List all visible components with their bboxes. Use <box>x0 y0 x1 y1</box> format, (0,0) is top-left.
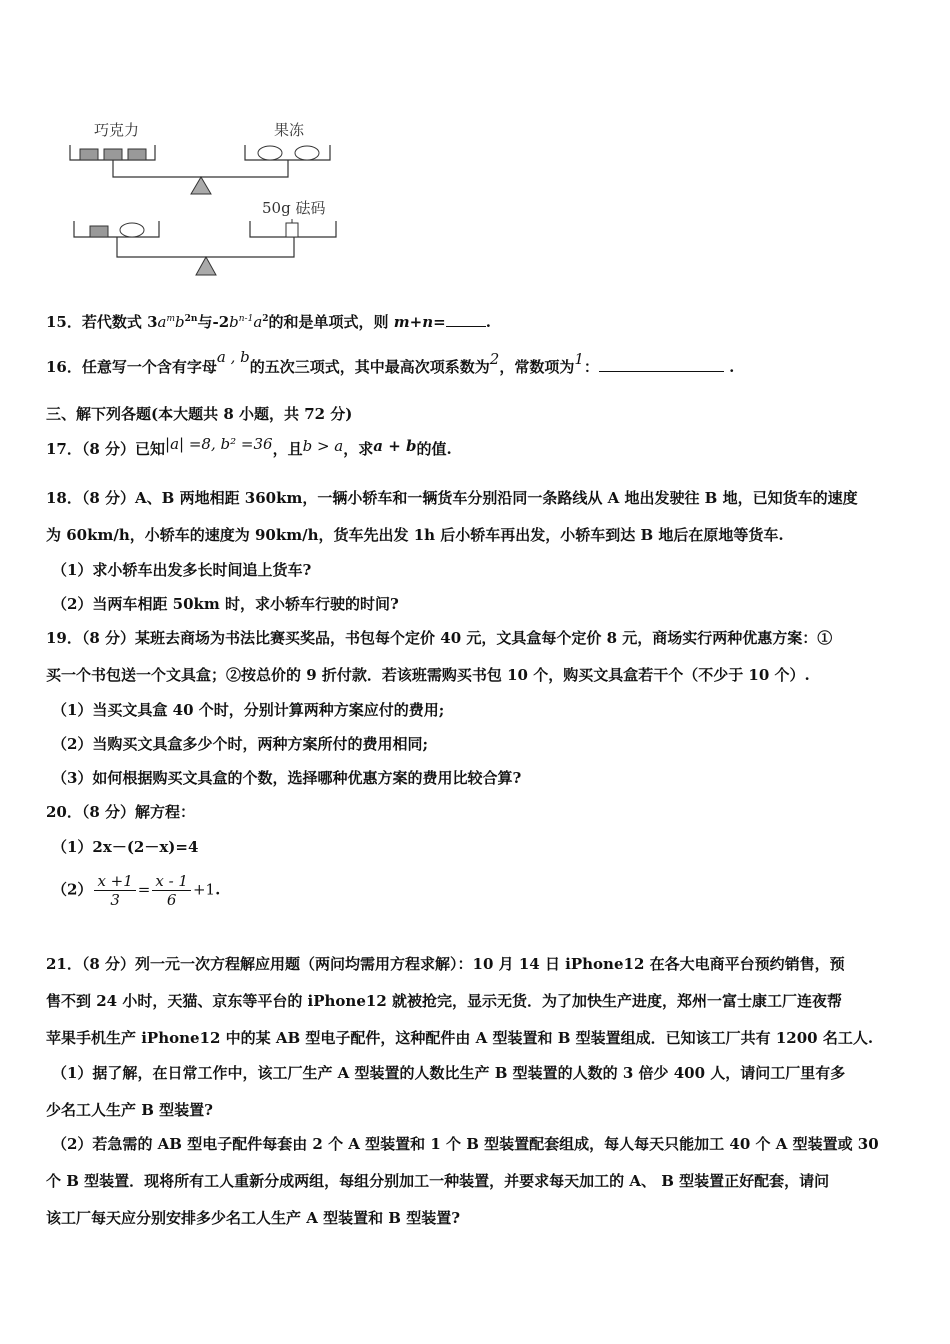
question-19-line-2: 买一个书包送一个文具盒；②按总价的 9 折付款．若该班需购买书包 10 个，购买文具盒若干个（不少于 10 个）. <box>46 666 810 684</box>
beam-top <box>113 160 288 177</box>
question-19-line-1: 19．（8 分）某班去商场为书法比赛买奖品，书包每个定价 40 元，文具盒每个定价 8 元，商场实行两种优惠方案：① <box>46 629 833 647</box>
jelly-3 <box>120 223 144 237</box>
answer-blank-15 <box>446 312 486 327</box>
chocolate-3 <box>128 149 146 160</box>
question-20-part-2: （2） $\frac{x +1}{3}$ = $\frac{x - 1}{6}$ +1. <box>52 872 221 909</box>
label-jelly: 果冻 <box>274 121 305 139</box>
question-21-part-2-line-1: （2）若急需的 AB 型电子配件每套由 2 个 A 型装置和 1 个 B 型装置配套组成，每人每天只能加工 40 个 A 型装置或 30 <box>52 1135 879 1153</box>
question-19-part-1: （1）当买文具盒 40 个时，分别计算两种方案应付的费用; <box>52 701 445 719</box>
question-21-part-2-line-2: 个 B 型装置．现将所有工人重新分成两组，每组分别加工一种装置，并要求每天加工的 A、 B 型装置正好配套，请问 <box>46 1172 830 1190</box>
fulcrum-top <box>191 177 211 194</box>
question-16: 16．任意写一个含有字母a , b的五次三项式，其中最高次项系数为2，常数项为1： . <box>46 348 735 376</box>
question-18-part-1: （1）求小轿车出发多长时间追上货车? <box>52 561 312 579</box>
question-21-line-2: 售不到 24 小时，天猫、京东等平台的 iPhone12 就被抢完，显示无货．为了加快生产进度，郑州一富士康工厂连夜帮 <box>46 992 842 1010</box>
question-18-part-2: （2）当两车相距 50km 时，求小轿车行驶的时间? <box>52 595 399 613</box>
question-21-part-2-line-3: 该工厂每天应分别安排多少名工人生产 A 型装置和 B 型装置? <box>46 1209 460 1227</box>
fraction-2: $\frac{x - 1}{6}$ <box>152 872 191 909</box>
question-19-part-2: （2）当购买文具盒多少个时，两种方案所付的费用相同; <box>52 735 428 753</box>
fulcrum-bottom <box>196 257 216 275</box>
question-20-part-1: （1）2x－(2－x)=4 <box>52 838 199 856</box>
balance-scale-figure <box>60 115 360 290</box>
chocolate-1 <box>80 149 98 160</box>
question-18-line-2: 为 60km/h，小轿车的速度为 90km/h，货车先出发 1h 后小轿车再出发，小轿车到达 B 地后在原地等货车. <box>46 526 784 544</box>
question-15: 15．若代数式 $3a^mb^{2n}$与$-2b^{n-1}a^2$的和是单项式，则 m+n= . <box>46 313 491 331</box>
question-17: 17．（8 分）已知|a| =8, b² =36，且b > a，求a + b的值. <box>46 435 452 458</box>
question-20-title: 20．（8 分）解方程： <box>46 803 196 821</box>
chocolate-2 <box>104 149 122 160</box>
question-21-part-1-line-2: 少名工人生产 B 型装置? <box>46 1101 213 1119</box>
section-3-heading: 三、解下列各题(本大题共 8 小题，共 72 分) <box>46 405 353 423</box>
left-pan-bottom <box>74 221 159 237</box>
question-21-line-3: 苹果手机生产 iPhone12 中的某 AB 型电子配件，这种配件由 A 型装置和 B 型装置组成．已知该工厂共有 1200 名工人. <box>46 1029 874 1047</box>
weight-50g <box>286 223 298 237</box>
question-21-part-1-line-1: （1）据了解，在日常工作中，该工厂生产 A 型装置的人数比生产 B 型装置的人数的 3 倍少 400 人，请问工厂里有多 <box>52 1064 846 1082</box>
fraction-1: $\frac{x +1}{3}$ <box>94 872 135 909</box>
question-21-line-1: 21．（8 分）列一元一次方程解应用题（两问均需用方程求解）：10 月 14 日 iPhone12 在各大电商平台预约销售，预 <box>46 955 845 973</box>
question-19-part-3: （3）如何根据购买文具盒的个数，选择哪种优惠方案的费用比较合算? <box>52 769 522 787</box>
chocolate-4 <box>90 226 108 237</box>
jelly-1 <box>258 146 282 160</box>
beam-bottom <box>117 237 294 257</box>
label-weight: 50g 砝码 <box>262 199 326 217</box>
label-chocolate: 巧克力 <box>94 121 140 139</box>
answer-blank-16 <box>599 357 724 372</box>
question-18-line-1: 18．（8 分）A、B 两地相距 360km，一辆小轿车和一辆货车分别沿同一条路线从 A 地出发驶往 B 地，已知货车的速度 <box>46 489 858 507</box>
jelly-2 <box>295 146 319 160</box>
